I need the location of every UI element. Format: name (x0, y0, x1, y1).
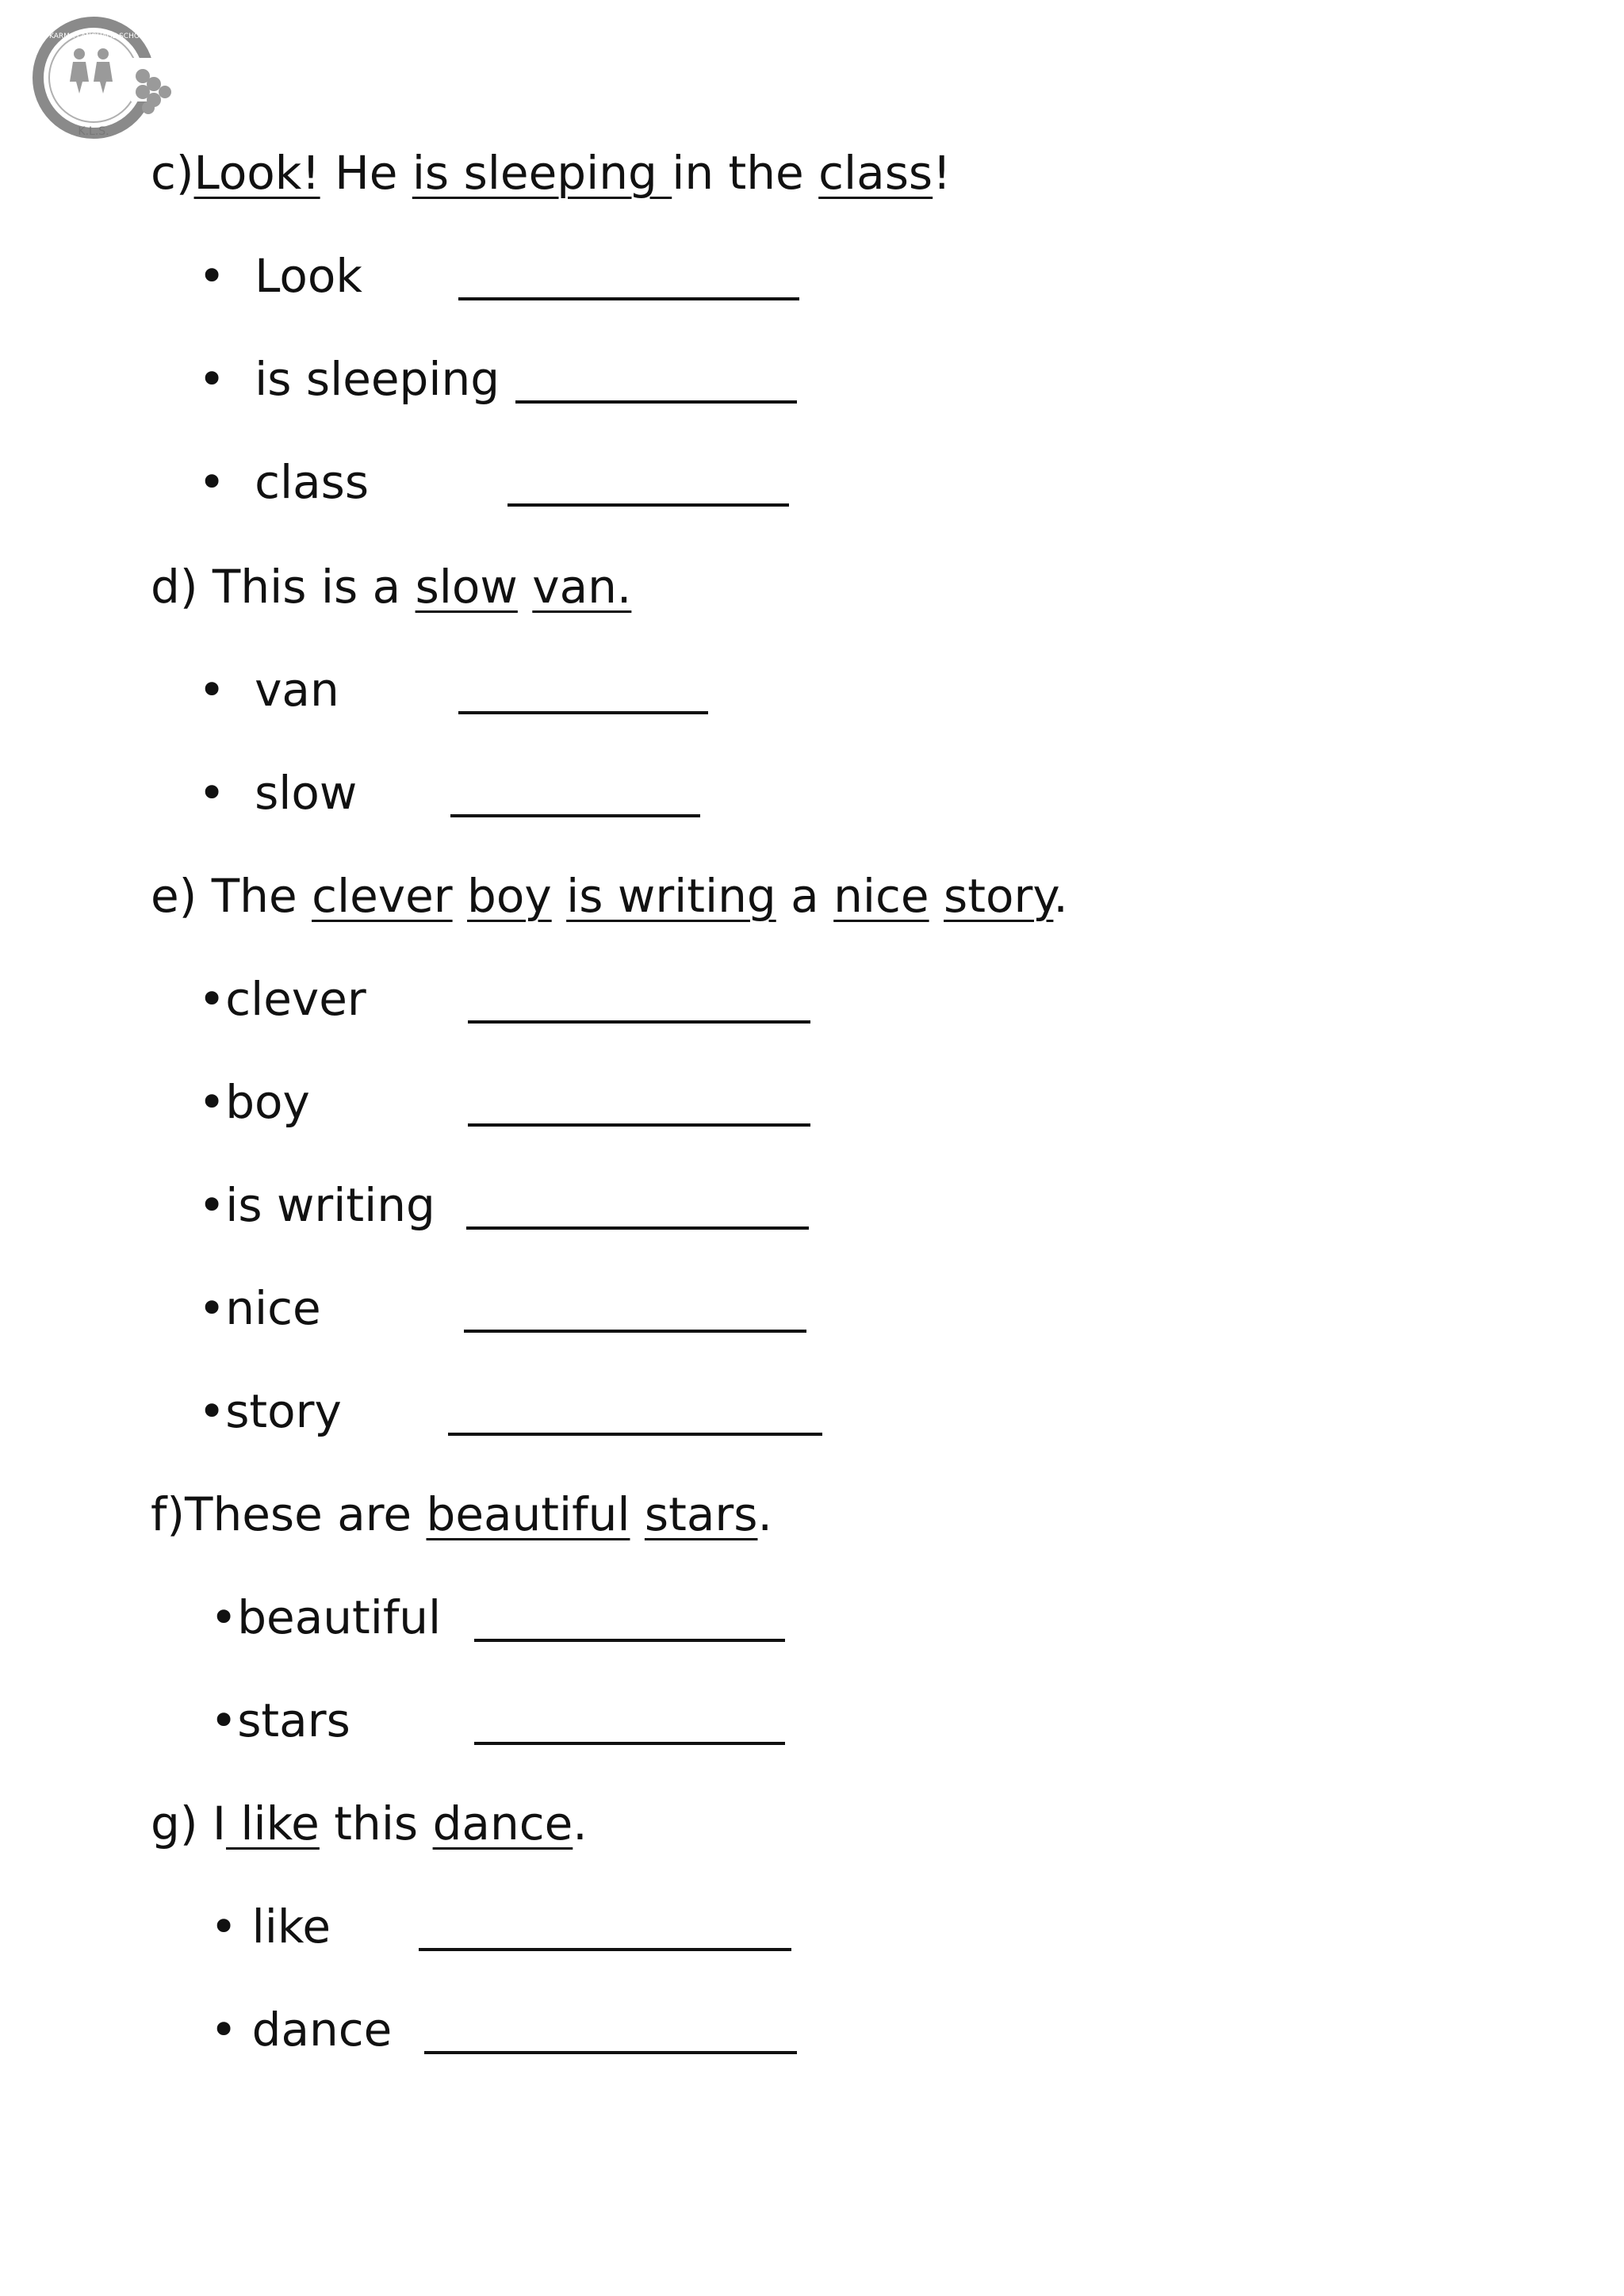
item-word: slow (255, 766, 358, 820)
sentence-word: is sleeping (412, 146, 672, 200)
sentence-text: These are (185, 1487, 427, 1541)
sentence-text: in the (672, 146, 819, 200)
list-item: •beautiful (210, 1590, 442, 1644)
sentence-word: story (944, 869, 1054, 923)
item-word: is sleeping (255, 352, 500, 406)
logo-name: AL KARMA LANGUAGE SCHOOL (37, 33, 150, 40)
answer-blank[interactable] (508, 503, 789, 507)
sentence-text (518, 560, 532, 614)
sentence-text (630, 1487, 644, 1541)
item-word: van (255, 663, 339, 717)
answer-blank[interactable] (474, 1742, 785, 1745)
question-label: c) (151, 146, 194, 200)
sentence-text: I (197, 1797, 226, 1850)
sentence-word: van. (532, 560, 632, 614)
sentence-text (929, 869, 944, 923)
answer-blank[interactable] (450, 814, 700, 817)
list-item: •is writing (198, 1178, 435, 1232)
school-seal-icon (24, 14, 174, 141)
question-label: d) (151, 560, 198, 614)
list-item: • is sleeping (198, 352, 500, 406)
list-item: • class (198, 455, 370, 509)
list-item: • slow (198, 766, 358, 820)
answer-blank[interactable] (468, 1123, 810, 1127)
sentence-text: this (319, 1797, 433, 1850)
list-item: • dance (210, 2003, 393, 2057)
answer-blank[interactable] (474, 1639, 785, 1642)
sentence-word: Look! (193, 146, 320, 200)
sentence-word: stars (644, 1487, 758, 1541)
logo-initials: K.L.S. (78, 125, 109, 138)
sentence-text (552, 869, 566, 923)
answer-blank[interactable] (458, 297, 799, 300)
list-item: • like (210, 1900, 331, 1954)
answer-blank[interactable] (458, 711, 708, 714)
list-item: • van (198, 663, 339, 717)
sentence-word: class (818, 146, 933, 200)
item-word: class (255, 455, 370, 509)
answer-blank[interactable] (464, 1330, 806, 1333)
item-word: stars (237, 1693, 350, 1747)
list-item: •boy (198, 1075, 310, 1129)
item-word: like (251, 1900, 331, 1954)
answer-blank[interactable] (419, 1948, 791, 1951)
item-word: beautiful (237, 1590, 442, 1644)
question-label: e) (151, 869, 197, 923)
item-word: clever (225, 972, 366, 1026)
item-word: story (225, 1384, 342, 1438)
sentence-d (151, 559, 631, 614)
answer-blank[interactable] (468, 1020, 810, 1024)
sentence-text: . (1053, 869, 1068, 923)
answer-blank[interactable] (424, 2051, 797, 2054)
sentence-f (151, 1487, 772, 1542)
sentence-word: dance (432, 1797, 573, 1850)
list-item: •nice (198, 1281, 321, 1335)
sentence-text: The (197, 869, 312, 923)
item-word: nice (225, 1281, 321, 1335)
answer-blank[interactable] (515, 400, 797, 404)
sentence-text: ! (933, 146, 952, 200)
list-item: •clever (198, 972, 366, 1026)
sentence-text: . (757, 1487, 772, 1541)
list-item: • Look (198, 249, 362, 303)
question-label: g) (151, 1797, 198, 1850)
school-logo (24, 14, 174, 141)
list-item: •story (198, 1384, 342, 1438)
item-word: dance (251, 2003, 393, 2057)
sentence-c (151, 145, 951, 201)
item-word: is writing (225, 1178, 435, 1232)
answer-blank[interactable] (466, 1226, 809, 1230)
sentence-text: He (320, 146, 412, 200)
sentence-word: nice (833, 869, 929, 923)
sentence-text: a (776, 869, 834, 923)
sentence-e (151, 868, 1068, 924)
item-word: boy (225, 1075, 310, 1129)
sentence-word: beautiful (426, 1487, 630, 1541)
sentence-text (453, 869, 467, 923)
sentence-g (151, 1796, 588, 1851)
sentence-word: clever (312, 869, 453, 923)
sentence-word: boy (467, 869, 552, 923)
question-label: f) (151, 1487, 186, 1541)
list-item: •stars (210, 1693, 350, 1747)
item-word: Look (255, 249, 362, 303)
sentence-word: is writing (566, 869, 776, 923)
answer-blank[interactable] (448, 1433, 822, 1436)
sentence-text: This is a (197, 560, 416, 614)
sentence-text: . (573, 1797, 588, 1850)
sentence-word: like (226, 1797, 320, 1850)
sentence-word: slow (415, 560, 518, 614)
